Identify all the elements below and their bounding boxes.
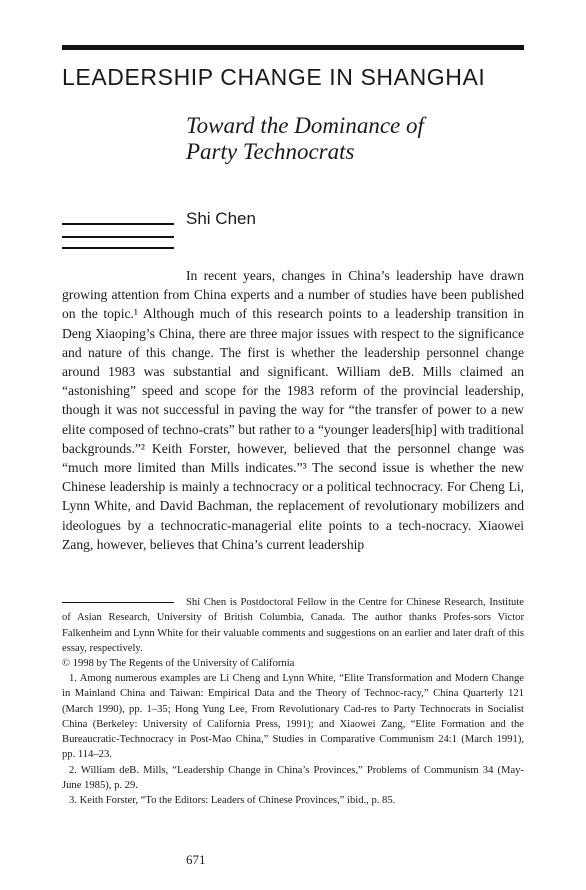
author-rule	[62, 223, 174, 225]
article-subtitle-line-2: Party Technocrats	[186, 139, 355, 164]
article-subtitle-line-1: Toward the Dominance of	[186, 113, 424, 138]
article-title: LEADERSHIP CHANGE IN SHANGHAI	[62, 64, 486, 90]
footnote-1: 1. Among numerous examples are Li Cheng and Lynn White, “Elite Transformation and Modern Change in Mainland China and Taiwan: Empirical Data and the Theory of Technoc-racy,” China Quarterly 121 (March 1990), pp. 1–35; Hong Yung Lee, From Revolutionary Cad-res to Party Technocrats in Socialist China (Berkeley: University of California Press, 1991); and Xiaowei Zang, “Elite Formation and the Bureaucratic-Technocracy in Post-Mao China,” Studies in Comparative Communism 24:1 (March 1991), pp. 114–23.	[62, 673, 524, 761]
footnote-2: 2. William deB. Mills, “Leadership Change in China’s Provinces,” Problems of Communism 34 (May-June 1985), p. 29.	[62, 764, 524, 792]
page-number: 671	[186, 852, 206, 867]
copyright-notice: © 1998 by The Regents of the University of California	[62, 658, 295, 669]
author-rule	[62, 247, 174, 249]
author-affiliation-note: Shi Chen is Postdoctoral Fellow in the Centre for Chinese Research, Institute of Asian Research, University of British Columbia, Canada. The author thanks Profes-sors Victor Falkenheim and Lynn White for their valuable comments and suggestions on an earlier and later draft of this essay, respectively.	[62, 597, 524, 654]
top-rule	[62, 45, 524, 50]
author-rule	[62, 236, 174, 238]
footnote-3: 3. Keith Forster, “To the Editors: Leaders of Chinese Provinces,” ibid., p. 85.	[69, 795, 396, 807]
body-paragraph: In recent years, changes in China’s leadership have drawn growing attention from China experts and a number of studies have been published on the topic.¹ Although much of this research points to a leadership transition in Deng Xiaoping’s China, there are three major issues with respect to the significance and nature of this change. The first is whether the leadership personnel change around 1983 was substantial and significant. William deB. Mills claimed an “astonishing” speed and scope for the 1983 reform of the provincial leadership, though it was not successful in paving the way for “the transfer of power to a new elite composed of techno-crats” but rather to a “younger leaders[hip] with traditional backgrounds.”² Keith Forster, however, believed that the personnel change was “much more limited than Mills indicates.”³ The second issue is whether the new Chinese leadership is mainly a technocracy or a political technocracy. For Cheng Li, Lynn White, and David Bachman, the replacement of revolutionary mobilizers and ideologues by a technocratic-managerial elite points to a tech-nocracy. Xiaowei Zang, however, believes that China’s current leadership	[62, 268, 524, 552]
author-name: Shi Chen	[186, 209, 256, 228]
footnotes	[62, 671, 524, 809]
